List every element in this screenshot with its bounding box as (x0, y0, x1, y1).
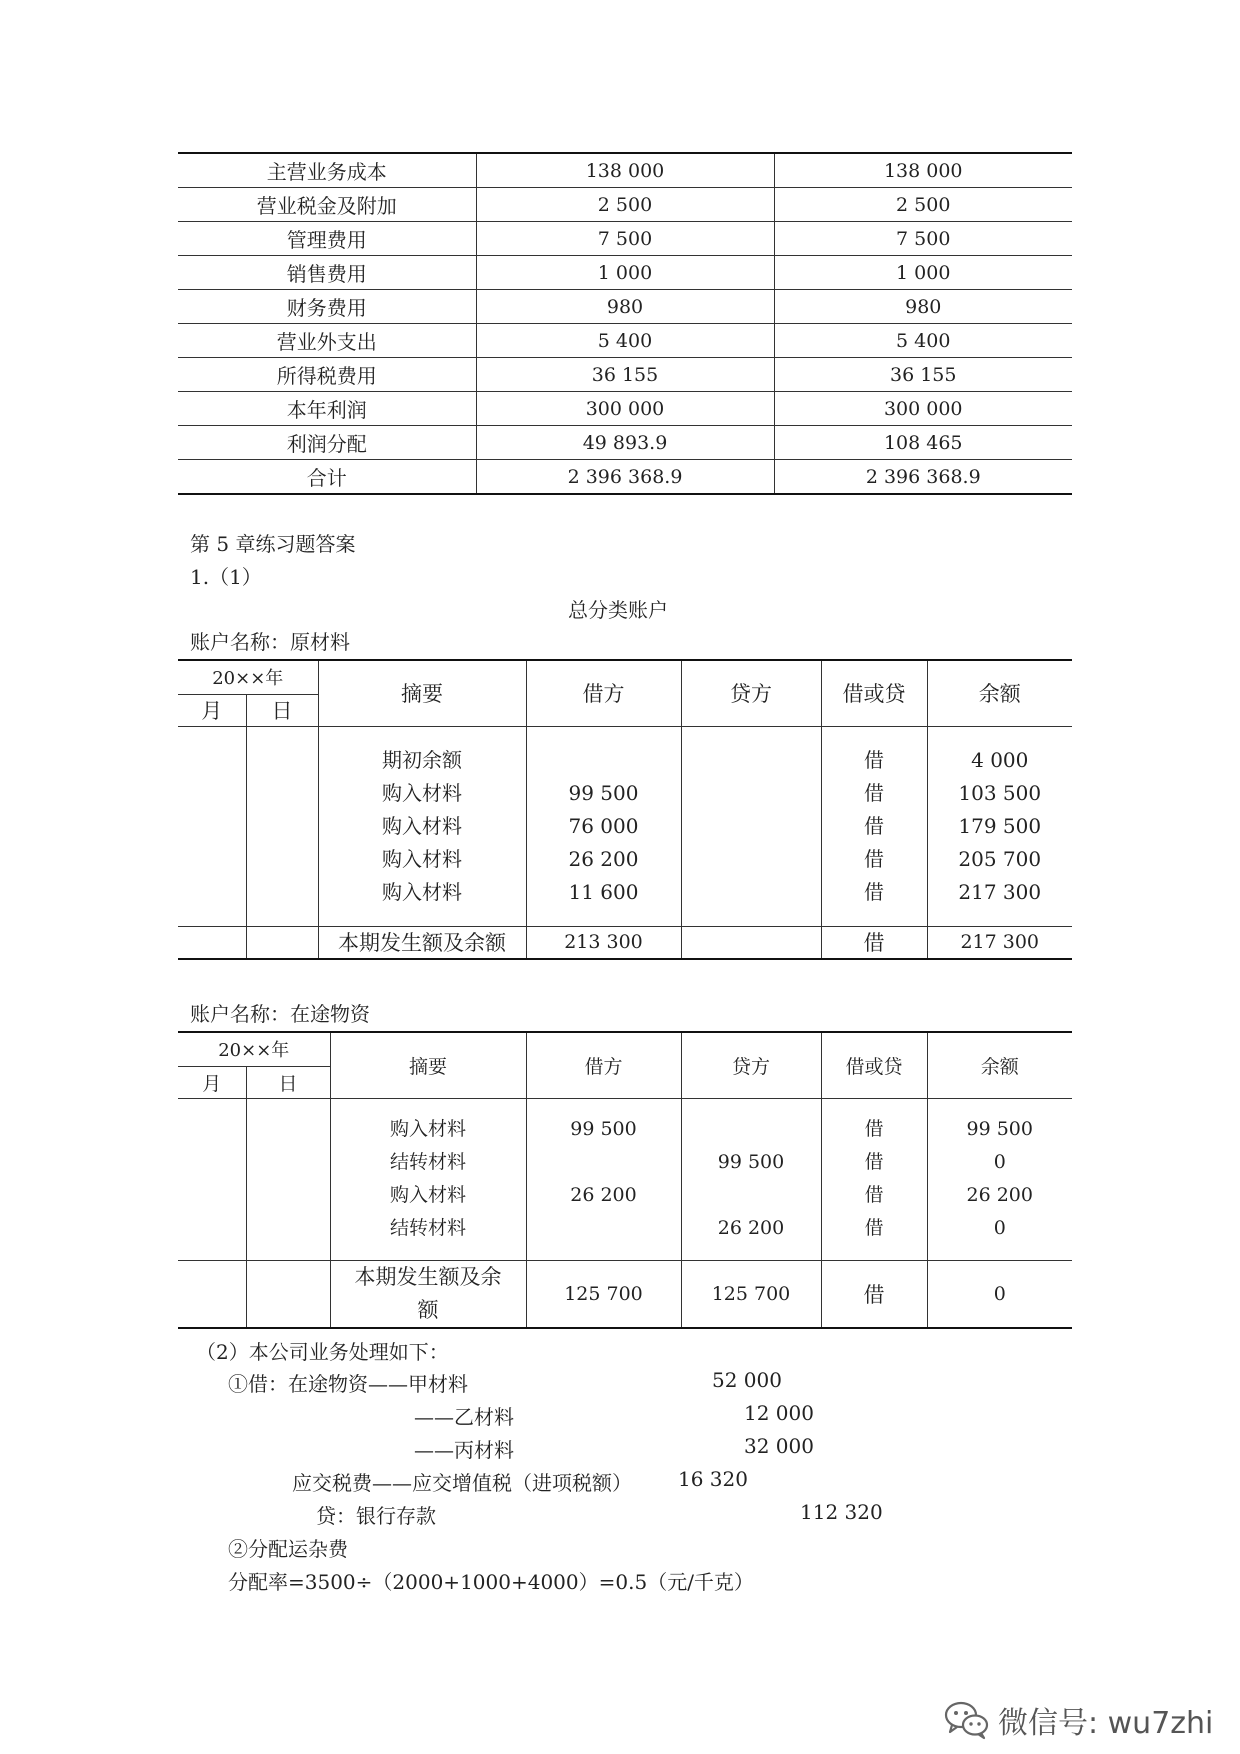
credit-header: 贷方 (681, 1032, 821, 1098)
ledger-line-debit: 26 200 (568, 846, 639, 871)
total-summary-line2: 额 (417, 1297, 439, 1322)
month-cell (178, 726, 246, 926)
journal-entry1-line3-amount: 32 000 (744, 1434, 814, 1458)
summary-amount-2: 138 000 (774, 153, 1072, 188)
journal-entry1-line3: ——丙材料 (414, 1438, 514, 1462)
ledger-line-credit (682, 843, 821, 876)
journal-entry1-line2-amount: 12 000 (744, 1401, 814, 1425)
ledger-line-credit (682, 1179, 821, 1212)
total-summary (330, 1260, 526, 1328)
summary-row (178, 426, 1072, 460)
summary-row (178, 222, 1072, 256)
summary-amount-1: 138 000 (476, 153, 774, 188)
ledger-line-summary: 购入材料 (389, 1117, 466, 1140)
total-row (178, 926, 1072, 959)
summary-row (178, 460, 1072, 495)
summary-column (331, 1099, 526, 1245)
summary-header: 摘要 (318, 660, 526, 726)
journal-intro: （2）本公司业务处理如下： (196, 1340, 449, 1364)
year-header: 20××年 (178, 660, 318, 694)
debit-header: 借方 (526, 1032, 681, 1098)
summary-item: 营业外支出 (178, 324, 476, 358)
summary-amount-2: 1 000 (774, 256, 1072, 290)
balance-column (928, 727, 1073, 909)
ledger-line-summary: 购入材料 (382, 879, 462, 904)
month-cell (178, 1098, 246, 1260)
day-header: 日 (246, 694, 318, 726)
ledger-entries (178, 1098, 1072, 1260)
ledger-line-direction: 借 (864, 846, 884, 871)
account-name-raw-materials: 账户名称：原材料 (190, 630, 350, 654)
ledger-line-credit (682, 744, 821, 777)
journal-tax-line: 应交税费——应交增值税（进项税额） (292, 1471, 632, 1495)
ledger-line-summary: 购入材料 (389, 1183, 466, 1206)
summary-item: 本年利润 (178, 392, 476, 426)
ledger-line-direction: 借 (864, 780, 884, 805)
ledger-line-summary: 结转材料 (389, 1150, 466, 1173)
total-debit: 213 300 (526, 926, 681, 959)
ledger-line-credit (682, 810, 821, 843)
day-cell (246, 726, 318, 926)
total-credit (681, 926, 821, 959)
month-header: 月 (178, 1066, 246, 1098)
summary-amount-1: 36 155 (476, 358, 774, 392)
ledger-line-debit (527, 1212, 681, 1245)
ledger-line-direction: 借 (864, 879, 884, 904)
day-cell (246, 1098, 330, 1260)
ledger-line-direction: 借 (864, 1216, 884, 1239)
summary-amount-1: 300 000 (476, 392, 774, 426)
journal-credit-line: 贷：银行存款 (316, 1504, 436, 1528)
summary-row (178, 153, 1072, 188)
summary-row (178, 324, 1072, 358)
journal-entry1-amount: 52 000 (712, 1368, 782, 1392)
summary-column (319, 727, 526, 909)
debit-header: 借方 (526, 660, 681, 726)
total-debit: 125 700 (526, 1260, 681, 1328)
ledger-line-balance: 217 300 (958, 879, 1042, 904)
question-number: 1.（1） (190, 565, 262, 589)
ledger-raw-materials (178, 659, 1072, 960)
debit-column (527, 727, 681, 909)
direction-column (822, 1099, 927, 1245)
summary-amount-2: 980 (774, 290, 1072, 324)
ledger-line-summary: 购入材料 (382, 813, 462, 838)
direction-column (822, 727, 927, 909)
year-header: 20××年 (178, 1032, 330, 1066)
summary-amount-2: 7 500 (774, 222, 1072, 256)
summary-row (178, 256, 1072, 290)
ledger-line-debit: 99 500 (568, 780, 639, 805)
ledger-line-debit (527, 744, 681, 777)
ledger-line-balance: 205 700 (958, 846, 1042, 871)
summary-item: 管理费用 (178, 222, 476, 256)
balance-header: 余额 (927, 1032, 1072, 1098)
balance-header: 余额 (927, 660, 1072, 726)
summary-row (178, 188, 1072, 222)
ledger-line-summary: 期初余额 (382, 747, 462, 772)
ledger-line-direction: 借 (864, 813, 884, 838)
summary-amount-1: 980 (476, 290, 774, 324)
journal-entry1-line2: ——乙材料 (414, 1405, 514, 1429)
ledger-line-balance: 103 500 (958, 780, 1042, 805)
credit-column (682, 1099, 821, 1245)
total-balance: 217 300 (927, 926, 1072, 959)
direction-header: 借或贷 (821, 1032, 927, 1098)
credit-header: 贷方 (681, 660, 821, 726)
ledger-line-balance: 26 200 (966, 1183, 1033, 1206)
summary-item: 销售费用 (178, 256, 476, 290)
summary-amount-2: 108 465 (774, 426, 1072, 460)
journal-entry1-debit: ①借：在途物资——甲材料 (228, 1372, 468, 1396)
summary-item: 营业税金及附加 (178, 188, 476, 222)
ledger-line-credit: 26 200 (717, 1216, 785, 1239)
total-row (178, 1260, 1072, 1328)
ledger-materials-in-transit (178, 1031, 1072, 1329)
ledger-entries (178, 726, 1072, 926)
ledger-line-direction: 借 (864, 1150, 884, 1173)
summary-amount-2: 2 500 (774, 188, 1072, 222)
direction-header: 借或贷 (821, 660, 927, 726)
month-header: 月 (178, 694, 246, 726)
ledger-line-balance: 99 500 (966, 1117, 1033, 1140)
ledger-line-debit: 26 200 (570, 1183, 637, 1206)
summary-item: 所得税费用 (178, 358, 476, 392)
journal-credit-amount: 112 320 (800, 1500, 883, 1524)
ledger-line-debit: 76 000 (568, 813, 639, 838)
ledger-line-direction: 借 (864, 1117, 884, 1140)
summary-amount-1: 49 893.9 (476, 426, 774, 460)
summary-amount-2: 36 155 (774, 358, 1072, 392)
ledger-line-balance: 0 (993, 1216, 1006, 1239)
ledger-line-summary: 结转材料 (389, 1216, 466, 1239)
day-header: 日 (246, 1066, 330, 1098)
journal-tax-amount: 16 320 (678, 1467, 748, 1491)
total-balance: 0 (927, 1260, 1072, 1328)
debit-column (527, 1099, 681, 1245)
watermark (944, 1698, 1213, 1742)
total-summary-line1: 本期发生额及余 (354, 1264, 502, 1289)
ledger-line-balance: 0 (993, 1150, 1006, 1173)
summary-amount-2: 300 000 (774, 392, 1072, 426)
summary-amount-1: 5 400 (476, 324, 774, 358)
ledger-line-balance: 179 500 (958, 813, 1042, 838)
ledger-line-debit (527, 1146, 681, 1179)
account-name-materials-in-transit: 账户名称：在途物资 (190, 1002, 370, 1026)
summary-amount-1: 2 500 (476, 188, 774, 222)
ledger-line-summary: 购入材料 (382, 780, 462, 805)
summary-table (178, 152, 1072, 495)
wechat-icon (944, 1700, 990, 1740)
ledger-line-debit: 11 600 (568, 879, 639, 904)
ledger-line-direction: 借 (864, 747, 884, 772)
summary-row (178, 358, 1072, 392)
summary-item: 主营业务成本 (178, 153, 476, 188)
summary-amount-2: 5 400 (774, 324, 1072, 358)
balance-column (928, 1099, 1073, 1245)
summary-row (178, 392, 1072, 426)
total-direction: 借 (821, 926, 927, 959)
summary-item: 合计 (306, 466, 347, 490)
total-summary: 本期发生额及余额 (318, 926, 526, 959)
summary-amount-1: 7 500 (476, 222, 774, 256)
ledger-line-credit: 99 500 (717, 1150, 785, 1173)
chapter-heading: 第 5 章练习题答案 (190, 532, 356, 556)
summary-item: 财务费用 (178, 290, 476, 324)
credit-column (682, 727, 821, 909)
ledger-line-credit (682, 1113, 821, 1146)
total-credit: 125 700 (681, 1260, 821, 1328)
summary-header: 摘要 (330, 1032, 526, 1098)
ledger-line-summary: 购入材料 (382, 846, 462, 871)
summary-row (178, 290, 1072, 324)
summary-item: 利润分配 (178, 426, 476, 460)
summary-amount-1: 2 396 368.9 (476, 460, 774, 495)
ledger-line-balance: 4 000 (971, 747, 1029, 772)
summary-amount-2: 2 396 368.9 (774, 460, 1072, 495)
journal-entry2-label: ②分配运杂费 (228, 1537, 348, 1561)
ledger-title: 总分类账户 (568, 598, 668, 622)
ledger-line-credit (682, 876, 821, 909)
ledger-line-debit: 99 500 (570, 1117, 637, 1140)
watermark-text: 微信号: wu7zhi (998, 1706, 1214, 1741)
ledger-line-credit (682, 777, 821, 810)
allocation-rate-line: 分配率=3500÷（2000+1000+4000）=0.5（元/千克） (228, 1570, 754, 1594)
summary-amount-1: 1 000 (476, 256, 774, 290)
total-direction: 借 (821, 1260, 927, 1328)
ledger-line-direction: 借 (864, 1183, 884, 1206)
